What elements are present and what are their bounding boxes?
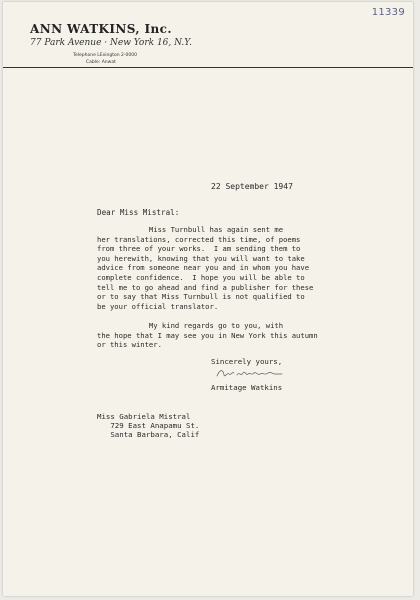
body-line: her translations, corrected this time, of poems xyxy=(97,234,301,244)
body-line: you herewith, knowing that you will want to take xyxy=(97,253,305,263)
recipient-line: Santa Barbara, Calif xyxy=(97,430,200,439)
letter-body xyxy=(97,225,318,350)
body-line xyxy=(97,311,318,321)
body-line: complete confidence. I hope you will be able to xyxy=(97,272,305,282)
salutation: Dear Miss Mistral: xyxy=(97,208,180,217)
archive-number: 11339 xyxy=(371,7,405,18)
recipient-line: 729 East Anapamu St. xyxy=(97,421,200,430)
signer-name: Armitage Watkins xyxy=(211,383,283,392)
body-line: or this winter. xyxy=(97,340,162,350)
recipient-line: Miss Gabriela Mistral xyxy=(97,412,191,421)
body-line: the hope that I may see you in New York this autumn xyxy=(97,330,318,340)
body-line: advice from someone near you and in whom you have xyxy=(97,263,310,273)
body-line: My kind regards go to you, with xyxy=(97,320,284,330)
letter-page xyxy=(3,2,413,596)
closing: Sincerely yours, xyxy=(211,357,283,366)
body-line: tell me to go ahead and find a publisher for these xyxy=(97,282,314,292)
handwritten-signature xyxy=(215,363,285,381)
body-line: from three of your works. I am sending them to xyxy=(97,244,301,254)
letterhead-cable: Cable: Anwat xyxy=(86,60,116,65)
letterhead-rule xyxy=(3,67,413,68)
recipient-address xyxy=(97,412,199,439)
letterhead-address: 77 Park Avenue · New York 16, N.Y. xyxy=(30,38,192,48)
body-line: be your official translator. xyxy=(97,301,219,311)
letter-date: 22 September 1947 xyxy=(211,182,293,191)
letterhead-company-name: ANN WATKINS, Inc. xyxy=(30,22,172,36)
body-line: or to say that Miss Turnbull is not qualified to xyxy=(97,292,305,302)
letterhead-telephone: Telephone LExington 2-0000 xyxy=(73,53,137,58)
body-line: Miss Turnbull has again sent me xyxy=(97,225,284,234)
